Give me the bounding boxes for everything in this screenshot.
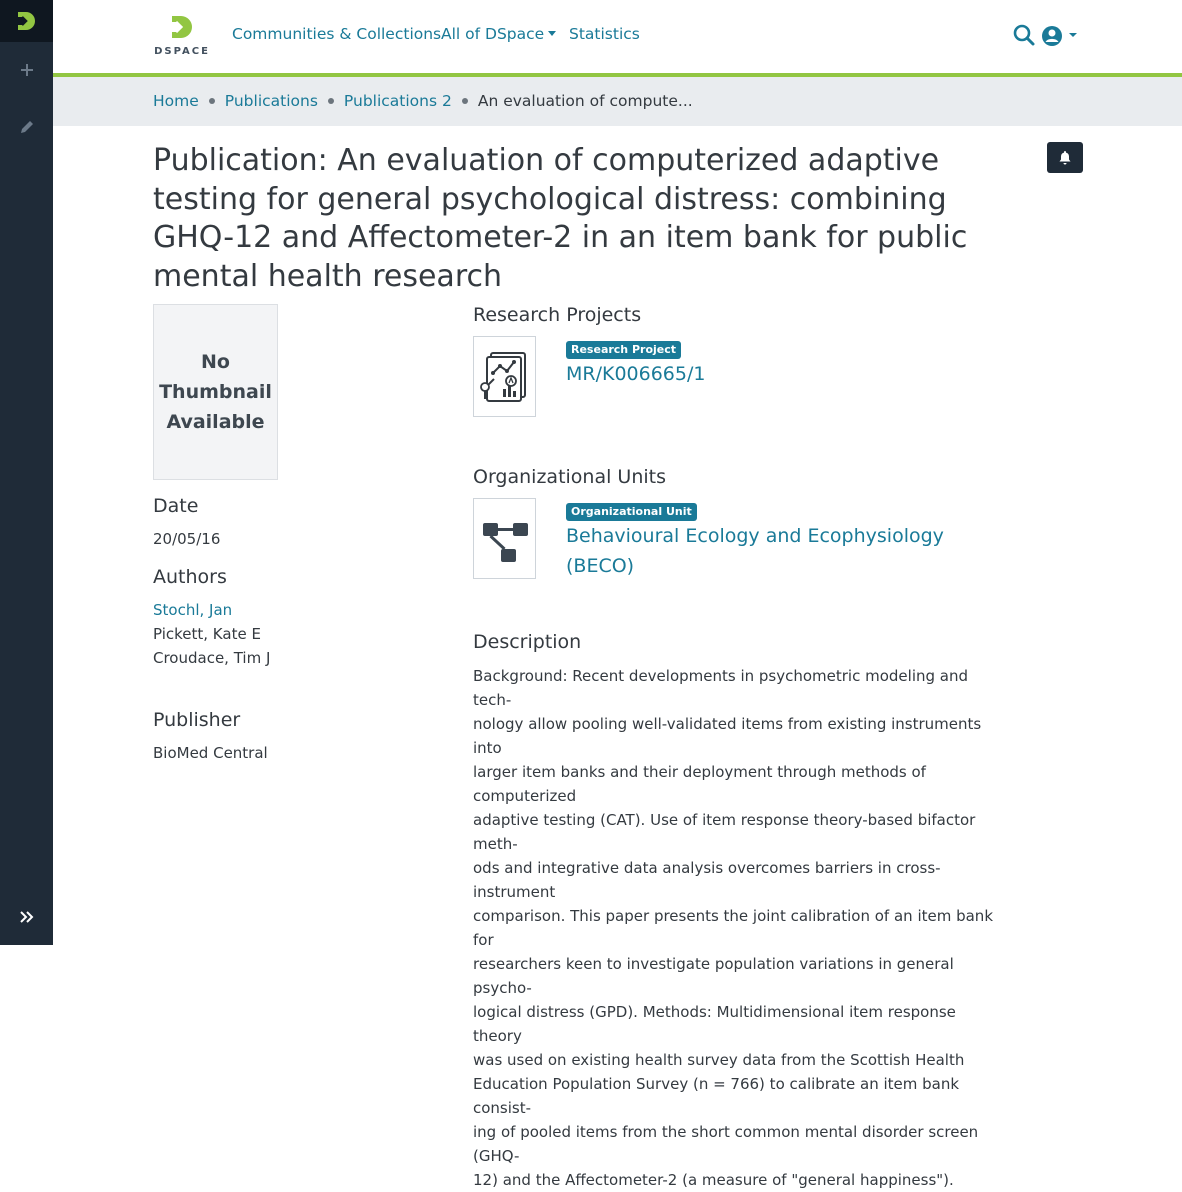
description-heading: Description (473, 631, 582, 653)
org-unit-link[interactable] (566, 521, 944, 581)
authors-label: Authors (153, 566, 227, 588)
publisher-value: BioMed Central (153, 744, 268, 762)
org-unit-thumbnail[interactable] (473, 498, 536, 579)
thumbnail-text-line: Thumbnail (159, 381, 272, 403)
breadcrumb-home[interactable]: Home (153, 92, 199, 110)
nav-communities-collections[interactable]: Communities & Collections (232, 25, 442, 43)
search-icon[interactable] (1013, 24, 1035, 50)
author-name: Croudace, Tim J (153, 649, 271, 667)
page-title: Publication: An evaluation of computerized adaptive testing for general psychological distress: combining GHQ-12 and Affectometer-2 in an item bank for public mental health research (153, 143, 968, 294)
date-label: Date (153, 495, 199, 517)
thumbnail-text-line: No (201, 351, 230, 373)
add-icon[interactable] (0, 52, 53, 88)
description-line: Education Population Survey (n = 766) to calibrate an item bank consist- (473, 1075, 960, 1117)
description-line: ods and integrative data analysis overcomes barriers in cross-instrument (473, 859, 941, 901)
org-unit-badge: Organizational Unit (566, 503, 697, 521)
description-line: nology allow pooling well-validated items from existing instruments into (473, 715, 982, 757)
publisher-label: Publisher (153, 709, 241, 731)
research-project-badge: Research Project (566, 341, 681, 359)
subscribe-button[interactable] (1047, 142, 1083, 173)
logo-text: DSPACE (154, 46, 210, 57)
breadcrumb (53, 77, 1182, 126)
breadcrumb-publications[interactable]: Publications (224, 92, 318, 110)
admin-sidebar (0, 0, 53, 945)
description-line: logical distress (GPD). Methods: Multidimensional item response theory (473, 1003, 956, 1045)
top-header (53, 0, 1182, 73)
research-project-thumbnail[interactable] (473, 336, 536, 417)
description-line: adaptive testing (CAT). Use of item response theory-based bifactor meth- (473, 811, 976, 853)
research-project-link[interactable]: MR/K006665/1 (566, 363, 706, 385)
description-line: ing of pooled items from the short common mental disorder screen (GHQ- (473, 1123, 979, 1165)
org-units-heading: Organizational Units (473, 466, 667, 488)
breadcrumb-publications-2[interactable]: Publications 2 (343, 92, 452, 110)
dspace-sidebar-logo-icon[interactable] (0, 0, 53, 42)
author-name: Pickett, Kate E (153, 625, 261, 643)
user-menu[interactable] (1041, 25, 1081, 51)
nav-statistics[interactable]: Statistics (569, 25, 640, 43)
breadcrumb-current: An evaluation of compute... (477, 92, 693, 110)
description-line: Background: Recent developments in psychometric modeling and tech- (473, 667, 968, 709)
org-unit-title-line: Behavioural Ecology and Ecophysiology (566, 525, 944, 547)
description-text (473, 664, 1008, 1192)
breadcrumb-separator (209, 98, 215, 104)
org-hierarchy-icon (477, 511, 533, 567)
edit-pencil-icon[interactable] (0, 109, 53, 145)
chevron-down-icon (548, 31, 556, 36)
date-value: 20/05/16 (153, 530, 221, 548)
breadcrumb-separator (462, 98, 468, 104)
description-line: 12) and the Affectometer-2 (a measure of "general happiness"). (473, 1171, 954, 1189)
description-line: comparison. This paper presents the joint calibration of an item bank for (473, 907, 994, 949)
nav-all-of-dspace[interactable] (441, 25, 556, 43)
description-line: larger item banks and their deployment through methods of computerized (473, 763, 926, 805)
org-unit-title-line: (BECO) (566, 555, 635, 577)
description-line: researchers keen to investigate population variations in general psycho- (473, 955, 954, 997)
bell-icon (1058, 150, 1072, 165)
author-link[interactable]: Stochl, Jan (153, 601, 233, 619)
description-line: was used on existing health survey data from the Scottish Health (473, 1051, 965, 1069)
research-projects-heading: Research Projects (473, 304, 642, 326)
thumbnail-text-line: Available (166, 411, 265, 433)
dspace-logo[interactable] (152, 14, 212, 60)
nav-all-of-dspace-label: All of DSpace (441, 25, 545, 43)
expand-sidebar-icon[interactable] (0, 899, 53, 935)
breadcrumb-separator (328, 98, 334, 104)
project-chart-icon (477, 349, 533, 405)
thumbnail-placeholder (153, 304, 278, 480)
